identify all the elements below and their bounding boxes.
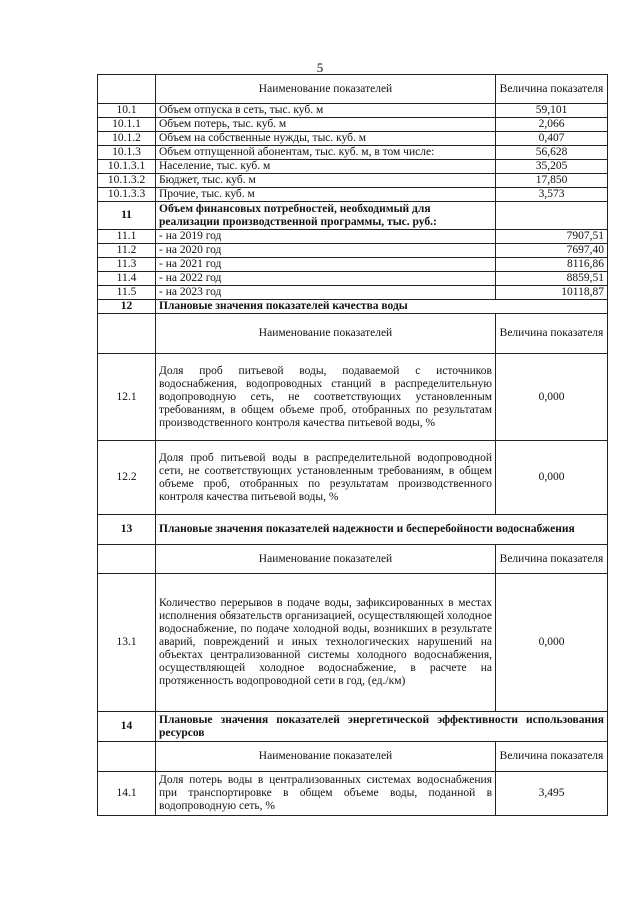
- section-number: 12: [98, 300, 156, 314]
- header-value: Величина показателя: [496, 75, 608, 104]
- section-title: Плановые значения показателей энергетической эффективности использования ресурсов: [156, 712, 608, 742]
- section-heading-row: [98, 712, 608, 742]
- row-value: 0,407: [496, 132, 608, 146]
- header-value: Величина показателя: [496, 742, 608, 772]
- header-value: Величина показателя: [496, 314, 608, 354]
- table-row: [98, 574, 608, 712]
- section-number: 11: [98, 202, 156, 230]
- row-name: - на 2019 год: [156, 230, 496, 244]
- table-row: [98, 772, 608, 816]
- table-row: [98, 104, 608, 118]
- table-row: [98, 354, 608, 441]
- row-name: Количество перерывов в подаче воды, зафиксированных в местах исполнения обязательств организацией, осуществляющей холодное водоснабжение, по подаче холодной воды, возникших в результате аварий, повреждений и иных технологических нарушений на объектах централизованной системы холодного водоснабжения, осуществляющей холодное водоснабжение, в расчете на протяженность водопроводной сети в год, (ед./км): [156, 574, 496, 712]
- row-number: 11.4: [98, 272, 156, 286]
- row-value: 0,000: [496, 574, 608, 712]
- table-row: [98, 188, 608, 202]
- header-name: Наименование показателей: [156, 742, 496, 772]
- row-name: - на 2023 год: [156, 286, 496, 300]
- table-row: [98, 160, 608, 174]
- row-name: Доля потерь воды в централизованных системах водоснабжения при транспортировке в общем объеме воды, поданной в водопроводную сеть, %: [156, 772, 496, 816]
- row-value: 7907,51: [496, 230, 608, 244]
- table-row: [98, 118, 608, 132]
- table-row: [98, 174, 608, 188]
- row-number: 10.1.3: [98, 146, 156, 160]
- table-header-row: [98, 75, 608, 104]
- row-value: 3,573: [496, 188, 608, 202]
- row-value: 17,850: [496, 174, 608, 188]
- row-number: 10.1.3.3: [98, 188, 156, 202]
- row-name: Прочие, тыс. куб. м: [156, 188, 496, 202]
- row-number: 11.2: [98, 244, 156, 258]
- subheader-row: [98, 545, 608, 574]
- row-number: 14.1: [98, 772, 156, 816]
- section-title: Плановые значения показателей качества воды: [156, 300, 608, 314]
- row-number: 10.1: [98, 104, 156, 118]
- section-title: Объем финансовых потребностей, необходимый для реализации производственной программы, тыс. руб.:: [156, 202, 496, 230]
- header-value: Величина показателя: [496, 545, 608, 574]
- table-row: [98, 244, 608, 258]
- table-row: [98, 146, 608, 160]
- row-number: 10.1.1: [98, 118, 156, 132]
- row-name: Доля проб питьевой воды, подаваемой с источников водоснабжения, водопроводных станций в распределительную водопроводную сеть, не соответствующих установленным требованиям, в общем объеме проб, отобранных по результатам производственного контроля качества питьевой воды, %: [156, 354, 496, 441]
- indicators-table: [97, 74, 608, 816]
- subheader-row: [98, 742, 608, 772]
- header-name: Наименование показателей: [156, 314, 496, 354]
- row-value: 8116,86: [496, 258, 608, 272]
- row-number: 11.1: [98, 230, 156, 244]
- row-value: 10118,87: [496, 286, 608, 300]
- row-value: 59,101: [496, 104, 608, 118]
- section-heading-row: [98, 202, 608, 230]
- row-value: 0,000: [496, 354, 608, 441]
- row-name: Объем отпуска в сеть, тыс. куб. м: [156, 104, 496, 118]
- row-value: 0,000: [496, 441, 608, 515]
- section-title: Плановые значения показателей надежности и бесперебойности водоснабжения: [156, 515, 608, 545]
- section-number: 14: [98, 712, 156, 742]
- row-number: 11.5: [98, 286, 156, 300]
- table-row: [98, 258, 608, 272]
- table-row: [98, 132, 608, 146]
- row-number: 13.1: [98, 574, 156, 712]
- table-row: [98, 286, 608, 300]
- row-name: Объем потерь, тыс. куб. м: [156, 118, 496, 132]
- header-name: Наименование показателей: [156, 545, 496, 574]
- row-name: - на 2020 год: [156, 244, 496, 258]
- row-number: 10.1.2: [98, 132, 156, 146]
- subheader-row: [98, 314, 608, 354]
- section-heading-row: [98, 515, 608, 545]
- row-name: Доля проб питьевой воды в распределительной водопроводной сети, не соответствующих установленным требованиям, в общем объеме проб, отобранных по результатам производственного контроля качества питьевой воды, %: [156, 441, 496, 515]
- row-name: Объем на собственные нужды, тыс. куб. м: [156, 132, 496, 146]
- row-value: 2,066: [496, 118, 608, 132]
- row-value: 7697,40: [496, 244, 608, 258]
- table-row: [98, 230, 608, 244]
- row-number: 10.1.3.2: [98, 174, 156, 188]
- section-number: 13: [98, 515, 156, 545]
- row-name: Бюджет, тыс. куб. м: [156, 174, 496, 188]
- row-name: Население, тыс. куб. м: [156, 160, 496, 174]
- table-row: [98, 441, 608, 515]
- header-name: Наименование показателей: [156, 75, 496, 104]
- row-value: 56,628: [496, 146, 608, 160]
- row-value: 35,205: [496, 160, 608, 174]
- row-number: 12.1: [98, 354, 156, 441]
- row-name: Объем отпущенной абонентам, тыс. куб. м, в том числе:: [156, 146, 496, 160]
- row-number: 12.2: [98, 441, 156, 515]
- row-value: 8859,51: [496, 272, 608, 286]
- section-heading-row: [98, 300, 608, 314]
- table-row: [98, 272, 608, 286]
- row-value: 3,495: [496, 772, 608, 816]
- page-number: 5: [316, 60, 324, 75]
- row-name: - на 2022 год: [156, 272, 496, 286]
- row-number: 11.3: [98, 258, 156, 272]
- row-name: - на 2021 год: [156, 258, 496, 272]
- row-number: 10.1.3.1: [98, 160, 156, 174]
